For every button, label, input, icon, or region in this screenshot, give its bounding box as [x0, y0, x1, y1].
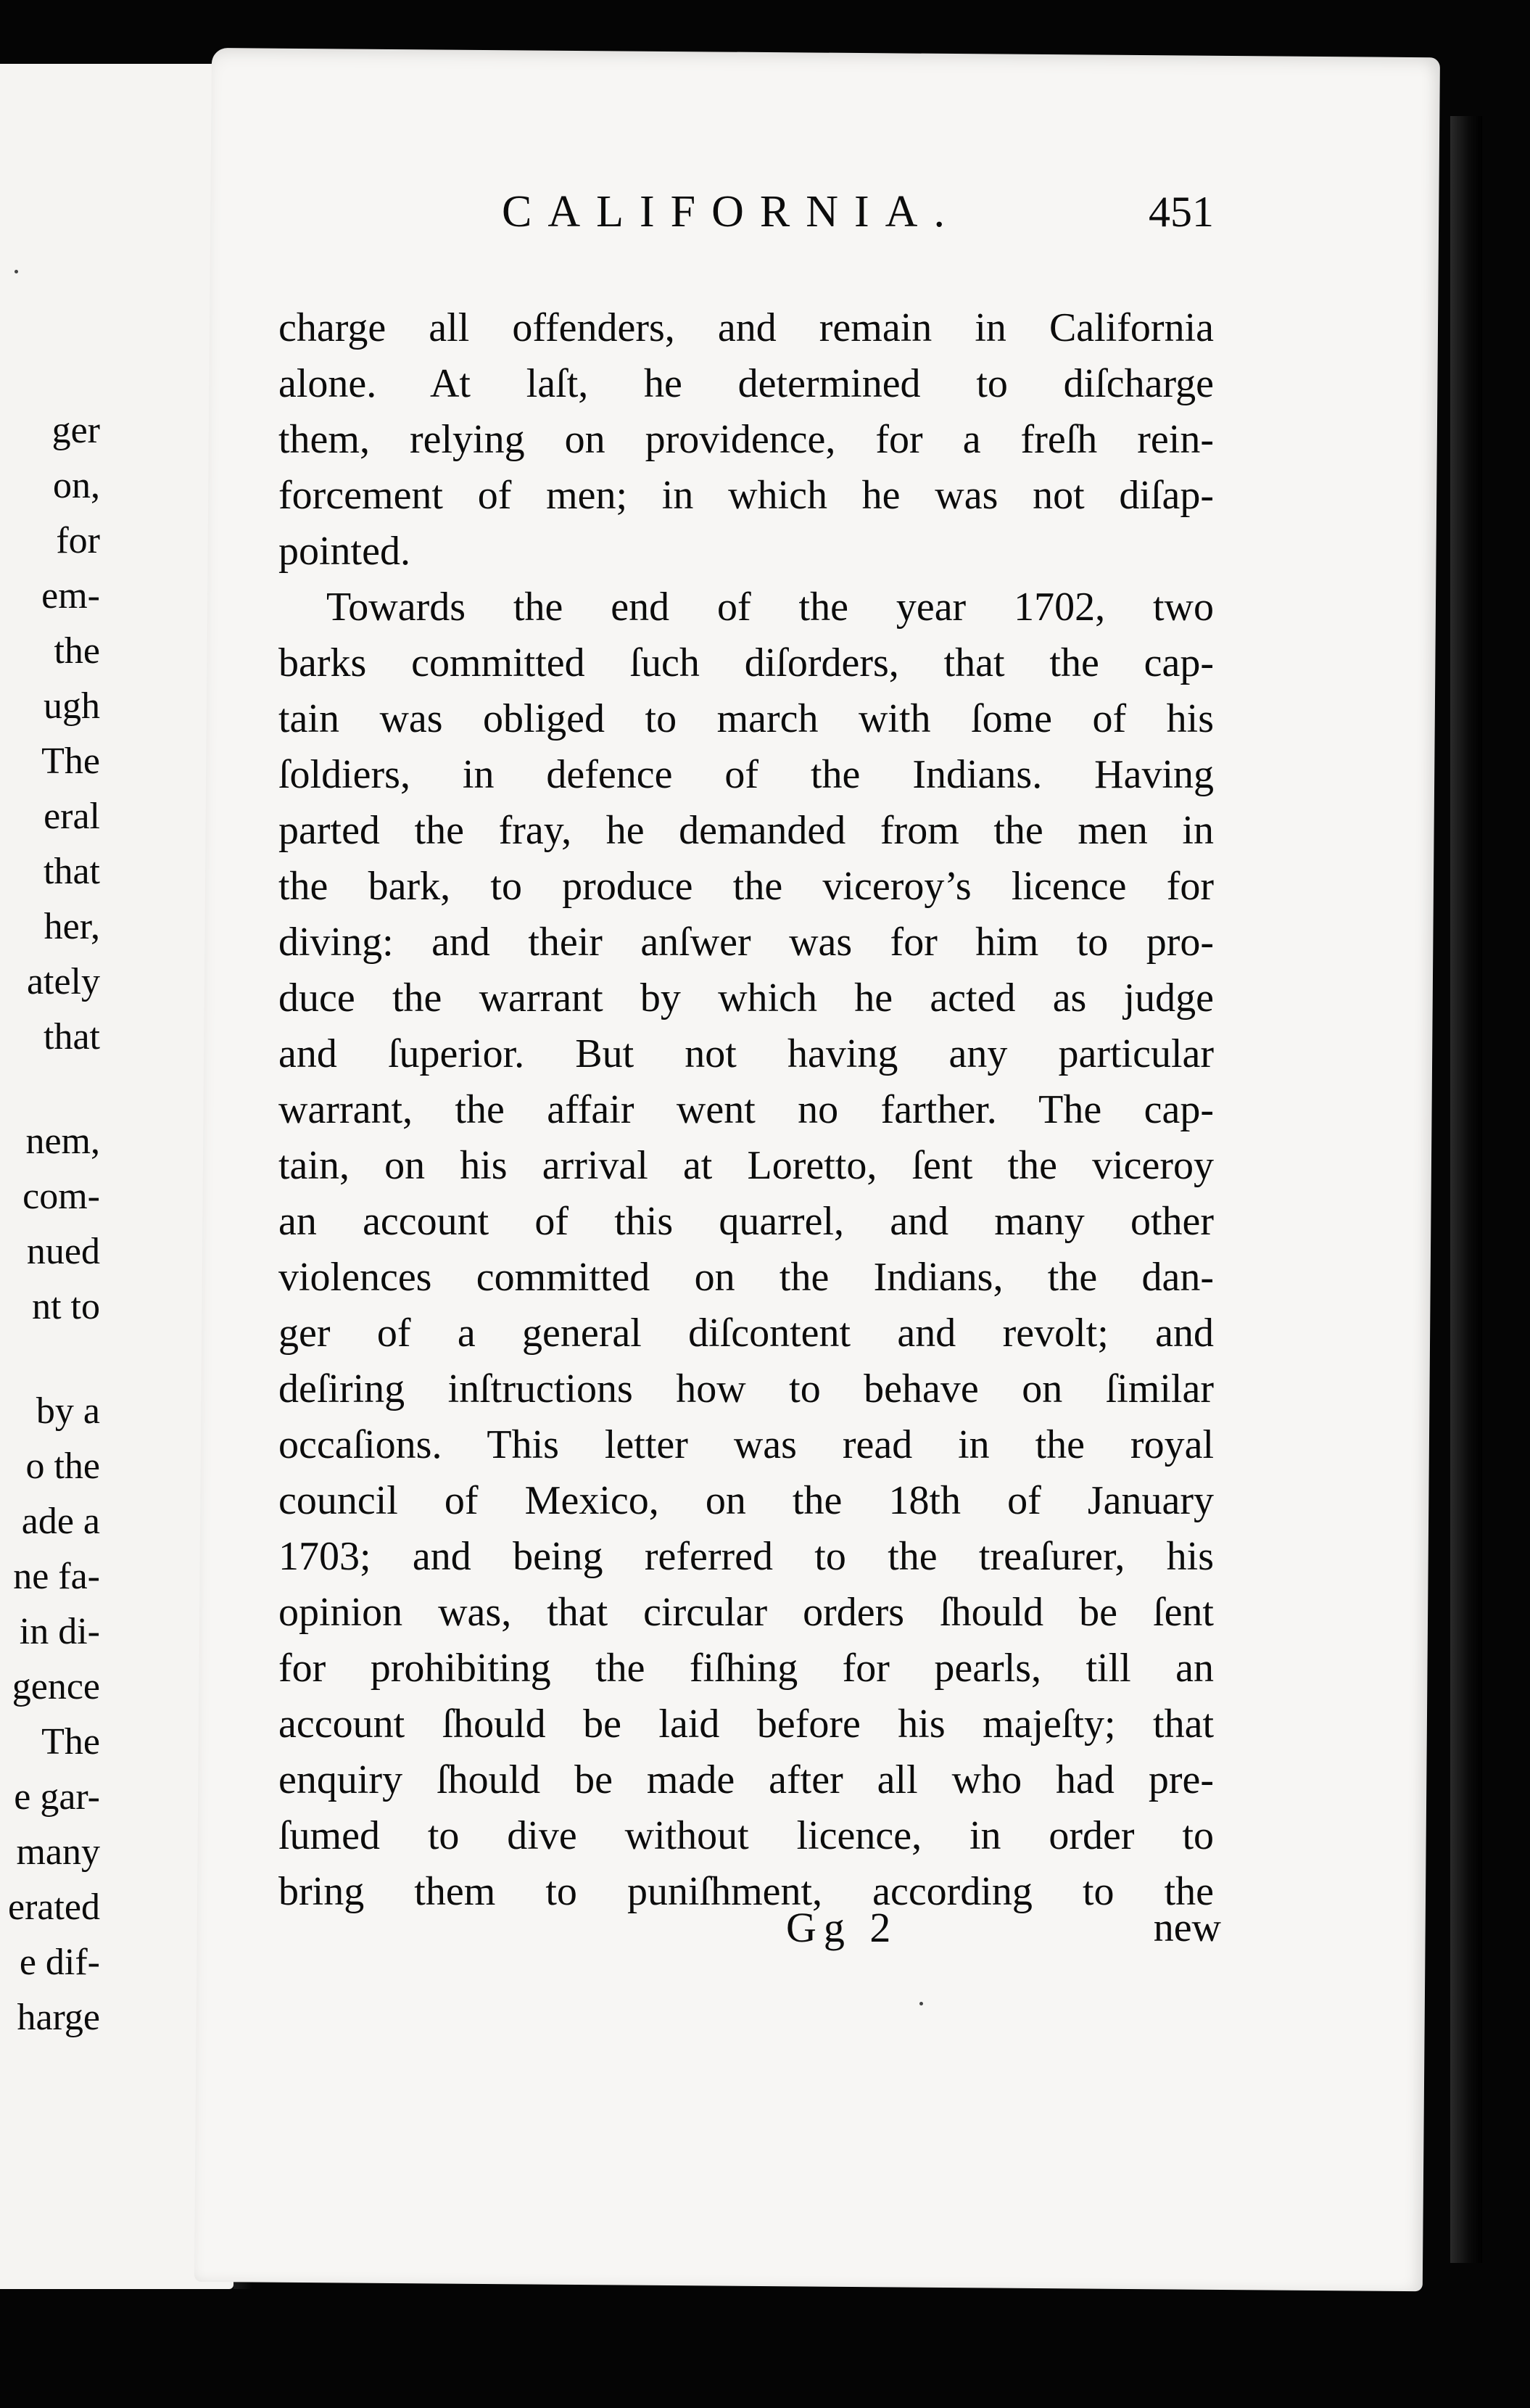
text-line: council of Mexico, on the 18th of January	[278, 1478, 1214, 1523]
text-line: alone. At laſt, he determined to diſcharge	[278, 361, 1214, 406]
left-fragment: ade a	[21, 1501, 100, 1542]
text-line: tain, on his arrival at Loretto, ſent the viceroy	[278, 1143, 1214, 1188]
text-line: 1703; and being referred to the treaſurer, his	[278, 1534, 1214, 1579]
text-line: violences committed on the Indians, the dan-	[278, 1255, 1214, 1300]
left-fragment: many	[16, 1831, 100, 1873]
text-line: occaſions. This letter was read in the royal	[278, 1422, 1214, 1467]
left-fragment: nued	[26, 1231, 100, 1272]
left-fragment: ately	[26, 961, 100, 1002]
text-line: the bark, to produce the viceroy’s licence for	[278, 864, 1214, 909]
left-fragment: harge	[17, 1997, 100, 2038]
text-line: warrant, the affair went no farther. The cap-	[278, 1087, 1214, 1132]
left-fragment: erated	[7, 1887, 100, 1928]
left-fragment: on,	[53, 465, 100, 506]
text-line: account ſhould be laid before his majeſty; that	[278, 1702, 1214, 1747]
left-fragment: em-	[41, 575, 100, 617]
running-head	[278, 178, 1214, 245]
text-line: enquiry ſhould be made after all who had pre-	[278, 1757, 1214, 1802]
left-fragment: eral	[44, 796, 100, 837]
paper-speck	[919, 2002, 923, 2005]
left-fragment: com-	[22, 1176, 100, 1217]
text-line: bring them to puniſhment, according to the	[278, 1869, 1214, 1914]
text-line: them, relying on providence, for a freſh rein-	[278, 417, 1214, 462]
left-fragment: ger	[51, 410, 100, 451]
text-line: opinion was, that circular orders ſhould be ſent	[278, 1590, 1214, 1635]
text-line: Towards the end of the year 1702, two	[326, 585, 1214, 630]
paper-speck	[15, 270, 18, 273]
left-fragment: ugh	[44, 685, 100, 727]
text-line: and ſuperior. But not having any particular	[278, 1031, 1214, 1076]
text-line: pointed.	[278, 529, 410, 574]
page-edge	[1450, 116, 1482, 2263]
left-fragment: for	[56, 520, 100, 561]
signature-mark: Gg 2	[786, 1904, 898, 1951]
left-fragment: e gar-	[14, 1776, 100, 1818]
left-fragment: that	[44, 851, 100, 892]
left-fragment: o the	[25, 1446, 100, 1487]
left-fragment: gence	[12, 1666, 100, 1707]
text-line: ſumed to dive without licence, in order to	[278, 1813, 1214, 1858]
left-fragment: nem,	[25, 1121, 100, 1162]
left-fragment: the	[54, 630, 100, 672]
text-line: parted the fray, he demanded from the men in	[278, 808, 1214, 853]
catchword: new	[1153, 1905, 1221, 1950]
left-fragment: e dif-	[19, 1942, 100, 1983]
running-title: CALIFORNIA.	[502, 187, 961, 236]
text-line: charge all offenders, and remain in California	[278, 305, 1214, 350]
left-fragment: her,	[44, 906, 100, 947]
page-number: 451	[1149, 188, 1214, 236]
body-text	[278, 300, 1214, 1920]
text-line: ſoldiers, in defence of the Indians. Having	[278, 752, 1214, 797]
left-fragment: that	[44, 1016, 100, 1057]
text-line: an account of this quarrel, and many other	[278, 1199, 1214, 1244]
text-line: ger of a general diſcontent and revolt; and	[278, 1311, 1214, 1356]
left-fragment: by a	[36, 1390, 100, 1432]
left-fragment: nt to	[32, 1286, 100, 1327]
text-line: deſiring inſtructions how to behave on ſimilar	[278, 1366, 1214, 1411]
left-fragment: in di-	[19, 1611, 100, 1652]
text-line: forcement of men; in which he was not diſap-	[278, 473, 1214, 518]
text-line: for prohibiting the fiſhing for pearls, till an	[278, 1646, 1214, 1691]
page-footer	[278, 1897, 1221, 1958]
left-fragment: ne fa-	[13, 1556, 100, 1597]
text-line: diving: and their anſwer was for him to pro-	[278, 920, 1214, 965]
text-line: duce the warrant by which he acted as judge	[278, 976, 1214, 1020]
text-line: barks committed ſuch diſorders, that the cap-	[278, 640, 1214, 685]
text-line: tain was obliged to march with ſome of his	[278, 696, 1214, 741]
left-fragment: The	[41, 741, 100, 782]
left-fragment: The	[41, 1721, 100, 1762]
